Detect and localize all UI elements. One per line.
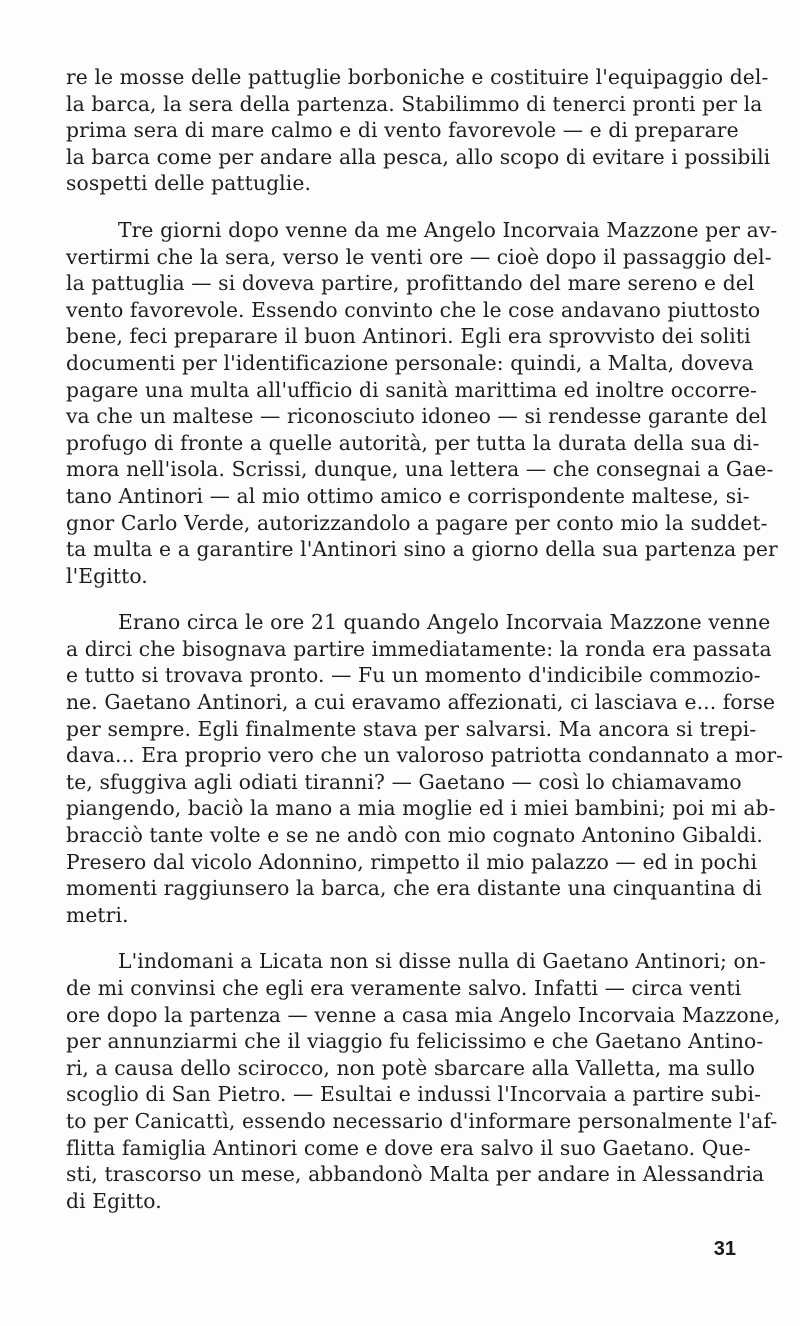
text-line: prima sera di mare calmo e di vento favorevole — e di preparare — [66, 118, 739, 143]
text-line: ta multa e a garantire l'Antinori sino a giorno della sua partenza per — [66, 537, 778, 562]
text-line: la barca, la sera della partenza. Stabilimmo di tenerci pronti per la — [66, 91, 763, 116]
text-line: bracciò tante volte e se ne andò con mio cognato Antonino Gibaldi. — [66, 823, 763, 848]
text-line: pagare una multa all'ufficio di sanità marittima ed inoltre occorre- — [66, 377, 757, 402]
text-line: ri, a causa dello scirocco, non potè sbarcare alla Valletta, ma sullo — [66, 1055, 756, 1080]
text-line: Tre giorni dopo venne da me Angelo Incorvaia Mazzone per av- — [118, 217, 778, 242]
text-line: la pattuglia — si doveva partire, profittando del mare sereno e del — [66, 271, 755, 296]
paragraph-1 — [66, 64, 771, 197]
text-line: Presero dal vicolo Adonnino, rimpetto il mio palazzo — ed in pochi — [66, 849, 758, 874]
text-line: vertirmi che la sera, verso le venti ore — cioè dopo il passaggio del- — [66, 244, 772, 269]
text-line: re le mosse delle pattuglie borboniche e costituire l'equipaggio del- — [66, 65, 769, 89]
text-line: to per Canicattì, essendo necessario d'informare personalmente l'af- — [66, 1108, 778, 1133]
text-line: la barca come per andare alla pesca, allo scopo di evitare i possibili — [66, 144, 771, 169]
text-line: per sempre. Egli finalmente stava per salvarsi. Ma ancora si trepi- — [66, 716, 757, 741]
text-line: profugo di fronte a quelle autorità, per tutta la durata della sua di- — [66, 430, 760, 455]
text-line: flitta famiglia Antinori come e dove era salvo il suo Gaetano. Que- — [66, 1135, 751, 1160]
paragraph-3 — [66, 609, 784, 928]
text-line: a dirci che bisognava partire immediatamente: la ronda era passata — [66, 636, 772, 661]
text-line: documenti per l'identificazione personale: quindi, a Malta, doveva — [66, 350, 754, 375]
text-line: sospetti delle pattuglie. — [66, 171, 311, 196]
text-line: va che un maltese — riconosciuto idoneo — si rendesse garante del — [66, 404, 768, 429]
page-number: 31 — [713, 1238, 736, 1260]
text-line: scoglio di San Pietro. — Esultai e indussi l'Incorvaia a partire subi- — [66, 1082, 762, 1107]
text-line: sti, trascorso un mese, abbandonò Malta per andare in Alessandria — [66, 1162, 765, 1187]
text-line: vento favorevole. Essendo convinto che le cose andavano piuttosto — [66, 297, 761, 322]
body-text — [66, 64, 784, 1214]
text-line: metri. — [66, 902, 129, 927]
text-line: l'Egitto. — [66, 563, 148, 588]
text-line: gnor Carlo Verde, autorizzandolo a pagare per conto mio la suddet- — [66, 510, 768, 535]
text-line: piangendo, baciò la mano a mia moglie ed i miei bambini; poi mi ab- — [66, 796, 776, 821]
text-line: tano Antinori — al mio ottimo amico e corrispondente maltese, si- — [66, 483, 750, 508]
paragraph-2 — [66, 217, 778, 589]
text-line: Erano circa le ore 21 quando Angelo Incorvaia Mazzone venne — [118, 610, 771, 635]
text-line: L'indomani a Licata non si disse nulla di Gaetano Antinori; on- — [118, 949, 766, 974]
text-line: per annunziarmi che il viaggio fu felicissimo e che Gaetano Antino- — [66, 1029, 764, 1054]
text-line: di Egitto. — [66, 1188, 162, 1213]
text-line: mora nell'isola. Scrissi, dunque, una lettera — che consegnai a Gae- — [66, 457, 774, 482]
text-line: dava... Era proprio vero che un valoroso patriotta condannato a mor- — [66, 743, 784, 768]
text-line: e tutto si trovava pronto. — Fu un momento d'indicibile commozio- — [66, 663, 761, 688]
text-line: ne. Gaetano Antinori, a cui eravamo affezionati, ci lasciava e... forse — [66, 690, 776, 715]
paragraph-4 — [66, 948, 781, 1214]
text-line: te, sfuggiva agli odiati tiranni? — Gaetano — così lo chiamavamo — [66, 769, 742, 794]
text-line: de mi convinsi che egli era veramente salvo. Infatti — circa venti — [66, 976, 742, 1000]
text-line: bene, feci preparare il buon Antinori. Egli era sprovvisto dei soliti — [66, 324, 751, 349]
text-line: ore dopo la partenza — venne a casa mia Angelo Incorvaia Mazzone, — [66, 1002, 781, 1027]
text-line: momenti raggiunsero la barca, che era distante una cinquantina di — [66, 876, 762, 901]
